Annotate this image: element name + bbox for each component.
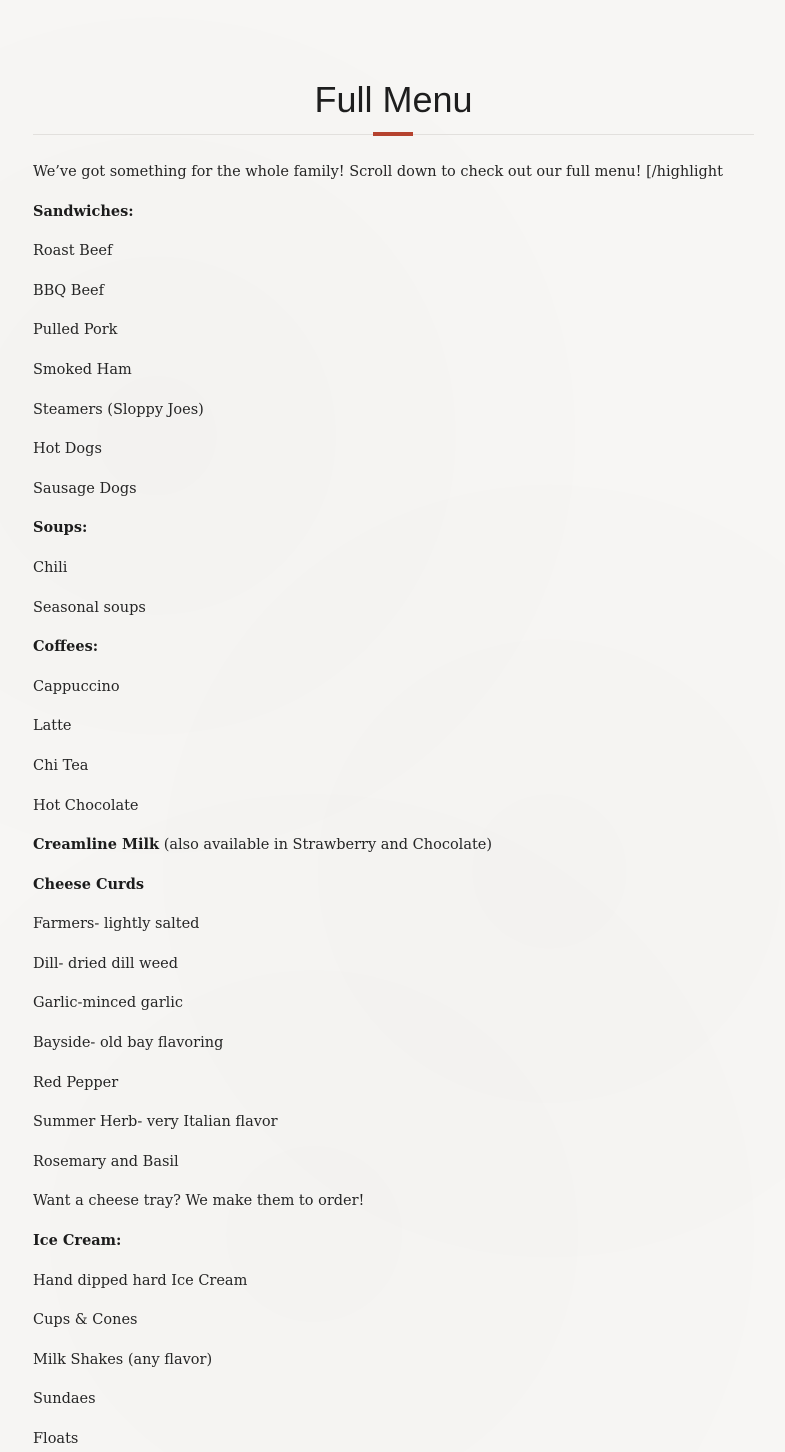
menu-item: Garlic-minced garlic bbox=[33, 995, 184, 1012]
menu-item: Bayside- old bay flavoring bbox=[33, 1035, 224, 1052]
menu-item: Pulled Pork bbox=[33, 322, 118, 339]
title-accent-bar bbox=[373, 132, 413, 136]
menu-item: Hand dipped hard Ice Cream bbox=[33, 1272, 248, 1289]
creamline-note: (also available in Strawberry and Chocolate) bbox=[159, 837, 493, 854]
menu-item: Seasonal soups bbox=[33, 599, 146, 616]
menu-item: Sausage Dogs bbox=[33, 480, 137, 497]
menu-item: Farmers- lightly salted bbox=[33, 916, 200, 933]
menu-item: Cappuccino bbox=[33, 678, 120, 695]
menu-item: Roast Beef bbox=[33, 243, 113, 260]
menu-item: Chi Tea bbox=[33, 757, 89, 774]
section-heading-sandwiches bbox=[33, 200, 754, 240]
soups-heading: Soups: bbox=[33, 519, 88, 537]
menu-item: Dill- dried dill weed bbox=[33, 955, 179, 972]
section-heading-coffees bbox=[33, 635, 754, 675]
section-heading-soups bbox=[33, 516, 754, 556]
coffees-heading: Coffees: bbox=[33, 638, 99, 656]
menu-item: Floats bbox=[33, 1431, 79, 1447]
creamline-milk-line bbox=[33, 833, 754, 873]
menu-content bbox=[33, 160, 754, 1452]
menu-item: Want a cheese tray? We make them to order! bbox=[33, 1193, 365, 1210]
menu-item: Rosemary and Basil bbox=[33, 1153, 179, 1170]
menu-item: Hot Chocolate bbox=[33, 797, 139, 814]
page-header bbox=[33, 78, 754, 135]
cheese-heading: Cheese Curds bbox=[33, 875, 144, 893]
intro-text: We’ve got something for the whole family! Scroll down to check out our full menu! [/highlight bbox=[33, 164, 723, 180]
menu-item: Summer Herb- very Italian flavor bbox=[33, 1114, 278, 1131]
icecream-heading: Ice Cream: bbox=[33, 1232, 122, 1250]
menu-item: Hot Dogs bbox=[33, 441, 102, 458]
section-heading-icecream bbox=[33, 1229, 754, 1269]
menu-item: Milk Shakes (any flavor) bbox=[33, 1351, 213, 1368]
menu-item: Cups & Cones bbox=[33, 1312, 138, 1329]
sandwiches-heading: Sandwiches: bbox=[33, 202, 134, 220]
menu-item: Sundaes bbox=[33, 1391, 96, 1408]
menu-item: Smoked Ham bbox=[33, 361, 132, 378]
menu-item: BBQ Beef bbox=[33, 282, 104, 299]
menu-item: Latte bbox=[33, 718, 72, 735]
menu-item: Red Pepper bbox=[33, 1074, 119, 1091]
menu-item: Steamers (Sloppy Joes) bbox=[33, 401, 204, 418]
menu-item: Chili bbox=[33, 559, 68, 576]
creamline-label: Creamline Milk bbox=[33, 836, 160, 854]
section-heading-cheese bbox=[33, 873, 754, 913]
page-title: Full Menu bbox=[314, 79, 473, 120]
